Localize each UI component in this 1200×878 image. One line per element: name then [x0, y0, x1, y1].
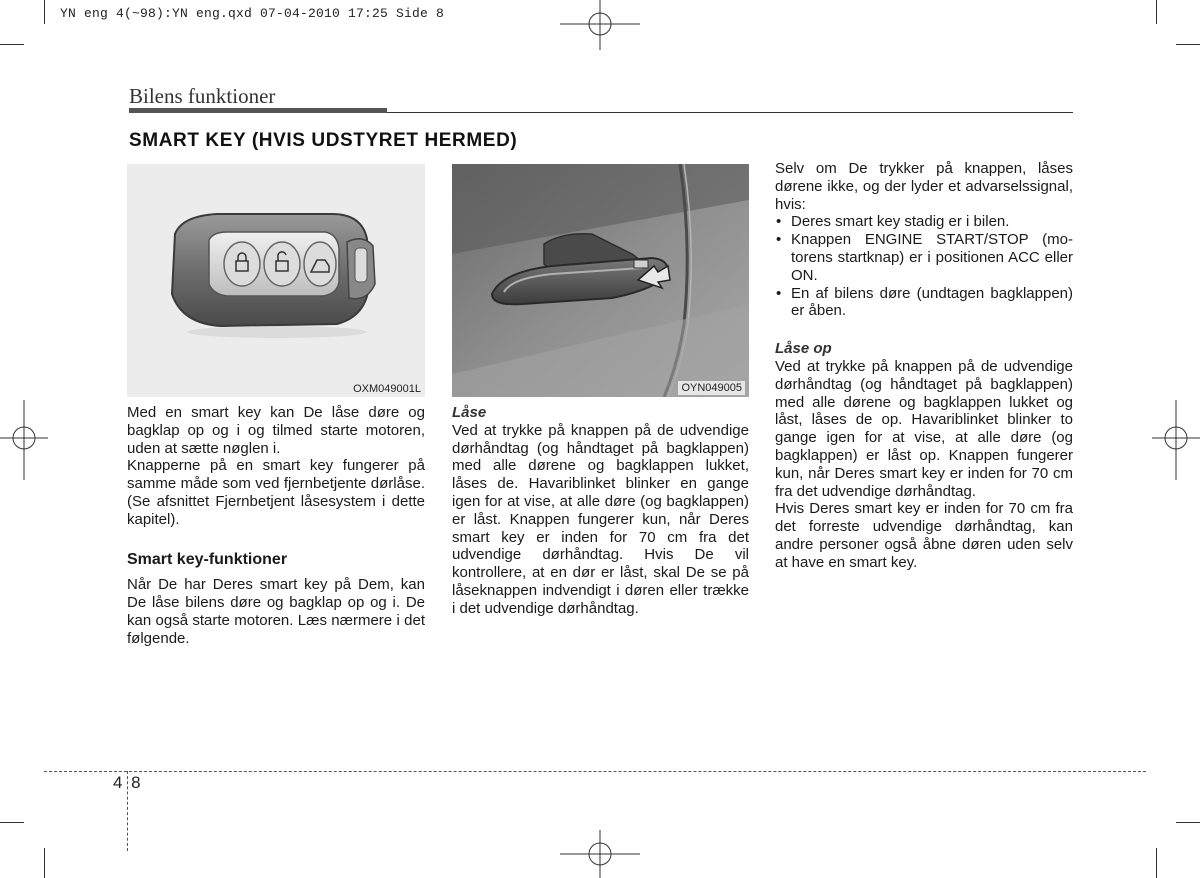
registration-mark-top — [560, 0, 640, 50]
column-left — [127, 404, 425, 648]
subheading-smart-key-functions: Smart key-funktioner — [127, 550, 288, 568]
page-number: 4 8 — [113, 773, 143, 792]
page-heading: SMART KEY (HVIS UDSTYRET HERMED) — [129, 130, 518, 151]
paragraph: Ved at trykke på knappen på de udvendige dørhåndtag (og håndtaget på bagklappen) med alle dørene og bagklappen lukket, låses de. Havariblinket blinker en gange igen for at vise, at alle døre (og bagklappen) er låst. Knappen fungerer kun, når Deres smart key er inden for 70 cm fra det udvendige dørhåndtag. Hvis De vil kontrollere, at en dør er låst, skal De se på låseknappen indvendigt i døren eller trække i det udvendige dørhåndtag. — [452, 421, 749, 617]
figure-door-handle — [452, 164, 749, 397]
paragraph: Hvis Deres smart key er inden for 70 cm fra det forreste udvendige dørhåndtag, kan andre personer også åbne døren uden selv at have en smart key. — [775, 500, 1073, 571]
crop-mark — [0, 822, 24, 823]
paragraph: Med en smart key kan De låse døre og bagklap op og i og tilmed starte motoren, uden at sætte nøglen i. — [127, 404, 425, 457]
list-item: • Deres smart key stadig er i bilen. — [775, 213, 1073, 231]
registration-mark-right — [1152, 400, 1200, 480]
list-item: • Knappen ENGINE START/STOP (motorens startknap) er i positionen ACC eller ON. — [775, 231, 1073, 284]
figure-label-left: OXM049001L — [353, 383, 421, 395]
column-right — [775, 160, 1073, 572]
column-center — [452, 404, 749, 618]
header-rule-accent — [129, 108, 387, 113]
crop-mark — [0, 44, 24, 45]
figure-smart-key — [127, 164, 425, 397]
list-item: • En af bilens døre (undtagen bagklappen) er åben. — [775, 285, 1073, 321]
smart-key-illustration — [127, 164, 425, 397]
print-slug: YN eng 4(~98):YN eng.qxd 07-04-2010 17:25 Side 8 — [60, 6, 445, 21]
registration-mark-bottom — [560, 830, 640, 878]
crop-mark — [1176, 822, 1200, 823]
crop-mark — [1156, 848, 1157, 878]
crop-mark — [44, 0, 45, 24]
bullet-list — [775, 213, 1073, 320]
paragraph: Selv om De trykker på knappen, låses dørene ikke, og der lyder et advarselssignal, hvis: — [775, 160, 1073, 213]
subheading-lock: Låse — [452, 404, 487, 421]
crop-mark — [1156, 0, 1157, 24]
registration-mark-left — [0, 400, 48, 480]
paragraph: Ved at trykke på knappen på de udvendige dørhåndtag (og håndtaget på bagklappen) med alle dørene og bagklappen lukket og låst, låses de op. Havariblinket blinker to gange igen for at vise, at alle døre (og bagklappen) er låst op. Knappen fungerer kun, når Deres smart key er inden for 70 cm fra det udvendige dørhåndtag. — [775, 357, 1073, 500]
paragraph: Knapperne på en smart key fungerer på samme måde som ved fjernbetjente dørlåse. (Se afsnittet Fjernbetjent låsesystem i dette kapitel). — [127, 457, 425, 528]
subheading-unlock: Låse op — [775, 340, 832, 358]
crop-mark — [1176, 44, 1200, 45]
paragraph: Når De har Deres smart key på Dem, kan De låse bilens døre og bagklap op og i. De kan også starte motoren. Læs nærmere i det følgende. — [127, 576, 425, 647]
door-handle-illustration — [452, 164, 749, 397]
crop-mark — [44, 848, 45, 878]
section-title: Bilens funktioner — [129, 84, 276, 108]
footer-rule — [44, 771, 1146, 772]
figure-label-center: OYN049005 — [678, 381, 745, 395]
